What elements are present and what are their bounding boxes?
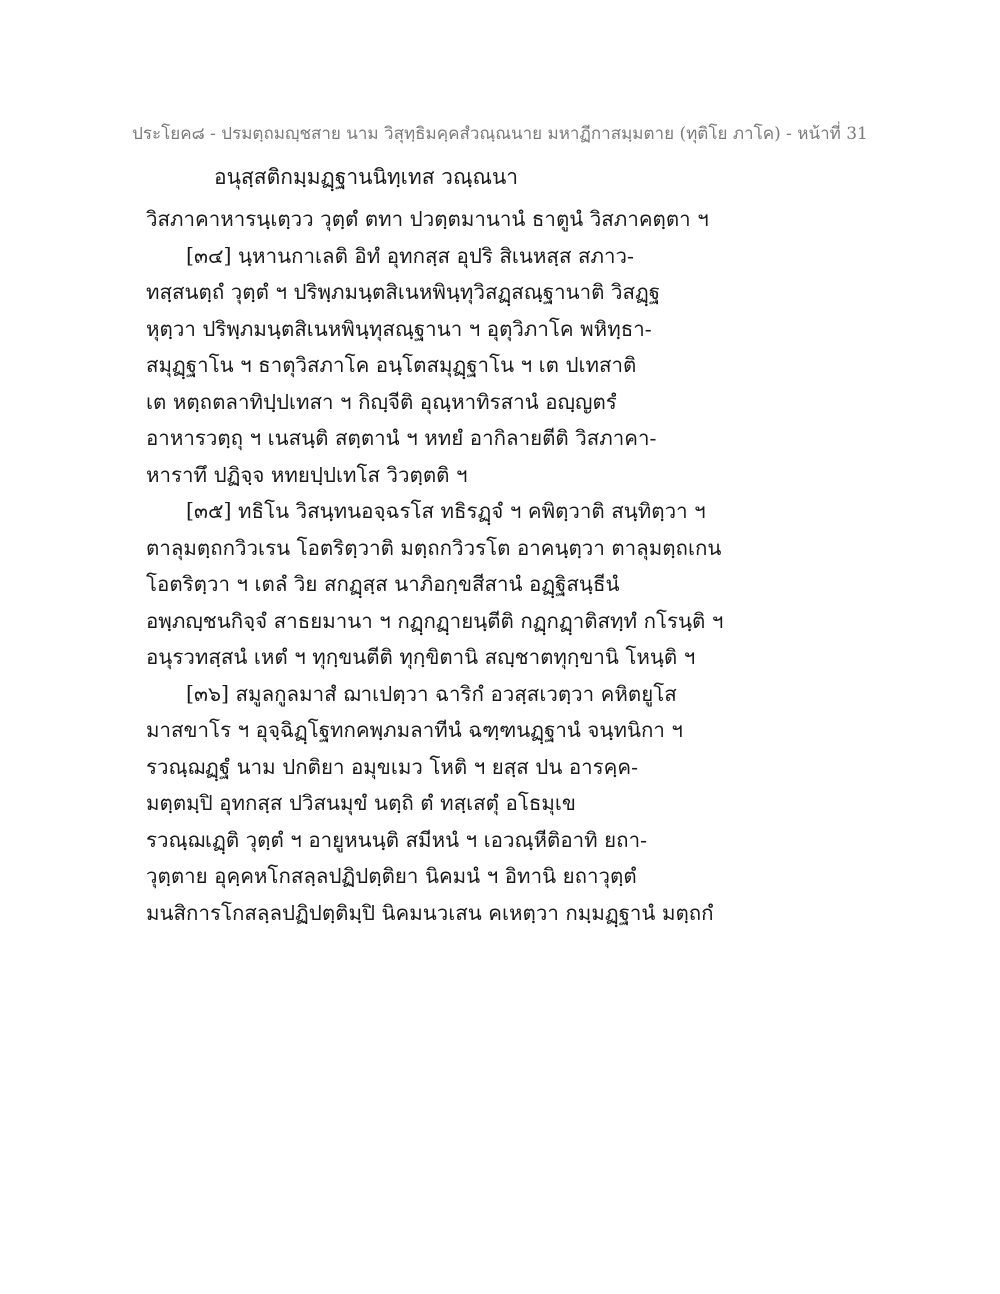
text-line: รวณฺฌเฏฺติ วุตฺตํ ฯ อายูหนนฺติ สมีหนํ ฯ เอวณฺหีติอาทิ ยถา- <box>146 827 648 852</box>
text-line: หุตฺวา ปริพฺภมนฺตสิเนหพินฺทุสณฺฐานา ฯ อุตุวิภาโค พหิทฺธา- <box>146 316 652 341</box>
text-line: มตฺตมฺปิ อุทกสฺส ปวิสนมุขํ นตฺถิ ตํ ทสฺเสตุํ อโธมุเข <box>146 791 576 815</box>
paragraph-start-35: [๓๕] ทธิโน วิสนฺทนอจฺฉรโส ทธิรฏฺจํ ฯ คพิตฺวาติ สนฺทิตฺวา ฯ <box>186 499 706 523</box>
paragraph-start-36: [๓๖] สมูลกูลมาสํ ฌาเปตฺวา ฉาริกํ อวสฺสเวตฺวา คหิตยูโส <box>186 681 677 706</box>
text-line: มนสิการโกสลฺลปฏิปตฺติมฺปิ นิคมนวเสน คเหตฺวา กมฺมฏฺฐานํ มตฺถกํ <box>146 900 714 925</box>
body-text <box>146 201 866 931</box>
text-line: อนุรวทสฺสนํ เหตํ ฯ ทุกฺขนตีติ ทุกฺขิตานิ สญฺชาตทุกฺขานิ โหนฺติ ฯ <box>146 645 696 669</box>
text-line: ทสฺสนตฺถํ วุตฺตํ ฯ ปริพฺภมนฺตสิเนหพินฺทุวิสฏฺสณฺฐานาติ วิสฏฺฐ <box>146 280 661 304</box>
text-line: สมุฏฺฐาโน ฯ ธาตุวิสภาโค อนฺโตสมุฏฺฐาโน ฯ เต ปเทสาติ <box>146 353 637 377</box>
text-line: โอตริตฺวา ฯ เตลํ วิย สกฏฺสฺส นาภิอกฺขสีสานํ อฏฺฐิสนฺธีนํ <box>146 572 620 596</box>
text-line: อพฺภญฺชนกิจฺจํ สาธยมานา ฯ กฏฺกฏฺายนฺตีติ กฏฺกฏฺาติสทฺทํ กโรนฺติ ฯ <box>146 608 724 633</box>
paragraph-start-34: [๓๔] นฺหานกาเลติ อิทํ อุทกสฺส อุปริ สิเนหสฺส สภาว- <box>186 243 634 268</box>
text-line: ตาลุมตฺถกวิวเรน โอตริตฺวาติ มตฺถกวิวรโต อาคนฺตฺวา ตาลุมตฺถเกน <box>146 535 722 560</box>
text-line: เต หตฺถตลาทิปฺปเทสา ฯ กิญฺจีติ อุณฺหาทิรสานํ อญฺญตรํ <box>146 389 617 414</box>
text-line: วิสภาคาหารนฺเตฺวว วุตฺตํ ตทา ปวตฺตมานานํ ธาตูนํ วิสภาคตฺตา ฯ <box>146 207 709 231</box>
running-header: ประโยค๘ - ปรมตฺถมญฺชสาย นาม วิสุทฺธิมคฺคสํวณฺณนาย มหาฏีกาสมฺมตาย (ทุติโย ภาโค) - หน้าที่ 31 <box>132 124 868 144</box>
section-heading: อนุสฺสติกมฺมฏฺฐานนิทฺเทส วณฺณนา <box>214 165 519 189</box>
text-line: หาราทึ ปฏิจฺจ หทยปฺปเทโส วิวตฺตติ ฯ <box>146 462 468 487</box>
text-line: รวณฺฌฏฺฐํ นาม ปกติยา อมุขเมว โหติ ฯ ยสฺส ปน อารคฺค- <box>146 754 639 779</box>
text-line: มาสขาโร ฯ อุจฺฉิฏฺโฐทกคพฺภมลาทีนํ ฉฑฺฑนฏฺฐานํ จนฺทนิกา ฯ <box>146 718 683 742</box>
text-line: วุตฺตาย อุคฺคหโกสลฺลปฏิปตฺติยา นิคมนํ ฯ อิทานิ ยถาวุตฺตํ <box>146 864 637 888</box>
text-line: อาหารวตฺถุ ฯ เนสนฺติ สตฺตานํ ฯ หทยํ อากิลายตีติ วิสภาคา- <box>146 426 657 450</box>
